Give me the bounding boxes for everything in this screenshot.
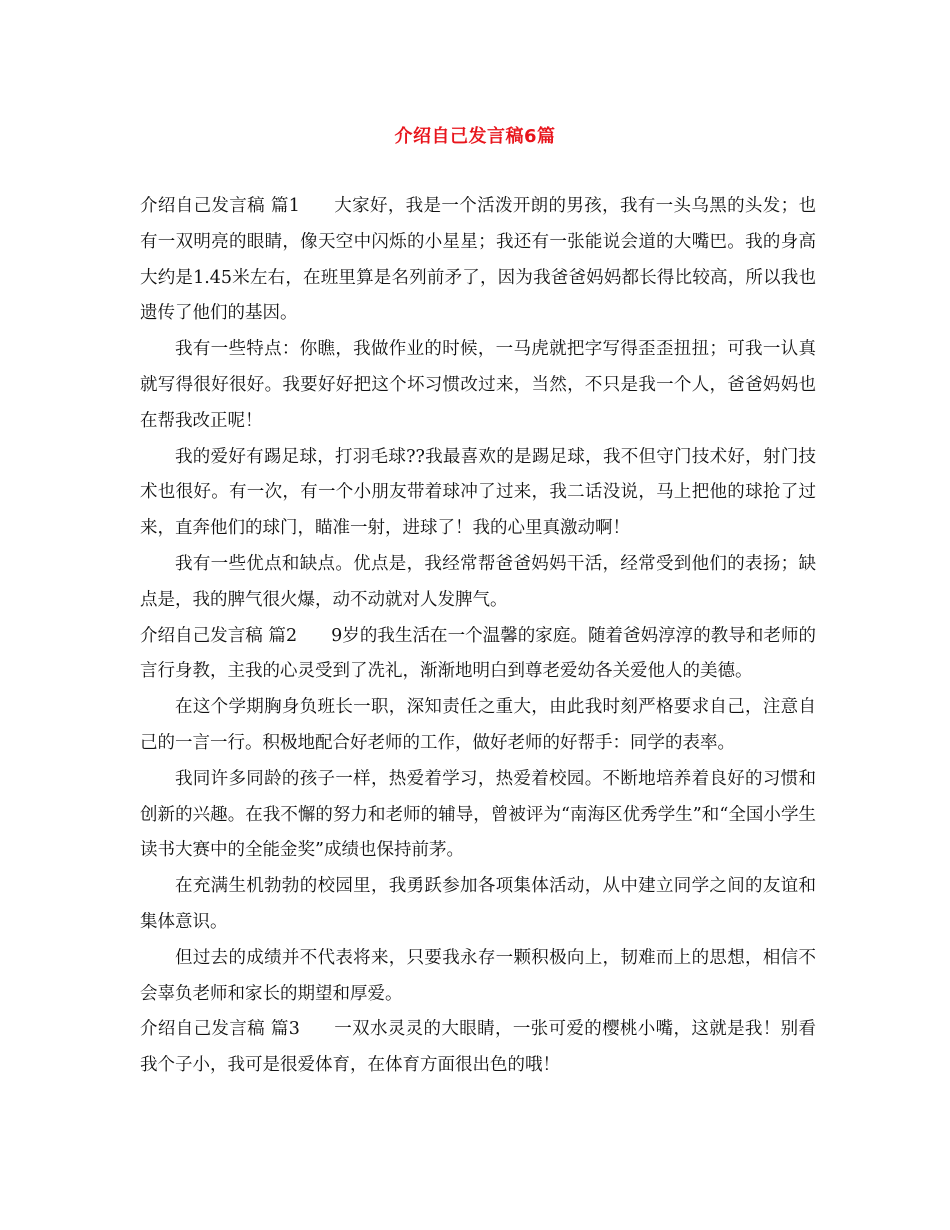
paragraph: 但过去的成绩并不代表将来，只要我永存一颗积极向上，韧难而上的思想，相信不会辜负老师和家长的期望和厚爱。 — [140, 947, 816, 1004]
section-1-heading: 介绍自己发言稿 篇1 — [140, 196, 300, 216]
section-3-first-paragraph — [140, 1012, 816, 1084]
document-title: 介绍自己发言稿6篇 — [394, 126, 556, 147]
document-body — [140, 189, 816, 1084]
section-2-heading: 介绍自己发言稿 篇2 — [140, 625, 298, 646]
section-2-first-paragraph — [140, 619, 816, 691]
paragraph: 我同许多同龄的孩子一样，热爱着学习，热爱着校园。不断地培养着良好的习惯和创新的兴趣。在我不懈的努力和老师的辅导，曾被评为“南海区优秀学生”和“全国小学生读书大赛中的全能金奖”成绩也保持前茅。 — [140, 768, 816, 861]
section-1-first-paragraph — [140, 189, 816, 332]
paragraph: 我有一些特点：你瞧，我做作业的时候，一马虎就把字写得歪歪扭扭；可我一认真就写得很好很好。我要好好把这个坏习惯改过来，当然，不只是我一个人，爸爸妈妈也在帮我改正呢！ — [140, 339, 816, 431]
paragraph-text: 一双水灵灵的大眼睛，一张可爱的樱桃小嘴，这就是我！别看我个子小，我可是很爱体育，在体育方面很出色的哦！ — [140, 1019, 817, 1076]
paragraph-text: 9岁的我生活在一个温馨的家庭。随着爸妈淳淳的教导和老师的言行身教，主我的心灵受到了冼礼，渐渐地明白到尊老爱幼各关爱他人的美德。 — [140, 625, 816, 682]
paragraph: 我的爱好有踢足球，打羽毛球??我最喜欢的是踢足球，我不但守门技术好，射门技术也很好。有一次，有一个小朋友带着球冲了过来，我二话没说，马上把他的球抢了过来，直奔他们的球门，瞄准一射，进球了！我的心里真激动啊！ — [140, 446, 816, 539]
section-3-heading: 介绍自己发言稿 篇3 — [140, 1019, 300, 1040]
paragraph: 在充满生机勃勃的校园里，我勇跃参加各项集体活动，从中建立同学之间的友谊和集体意识。 — [140, 876, 816, 932]
paragraph: 在这个学期胸身负班长一职，深知责任之重大，由此我时刻严格要求自己，注意自己的一言一行。积极地配合好老师的工作，做好老师的好帮手：同学的表率。 — [140, 697, 816, 753]
paragraph: 我有一些优点和缺点。优点是，我经常帮爸爸妈妈干活，经常受到他们的表扬；缺点是，我的脾气很火爆，动不动就对人发脾气。 — [140, 553, 816, 610]
paragraph-text: 大家好，我是一个活泼开朗的男孩，我有一头乌黑的头发；也有一双明亮的眼睛，像天空中闪烁的小星星；我还有一张能说会道的大嘴巴。我的身高大约是1.45米左右，在班里算是名列前矛了，因为我爸爸妈妈都长得比较高，所以我也遗传了他们的基因。 — [140, 196, 817, 324]
